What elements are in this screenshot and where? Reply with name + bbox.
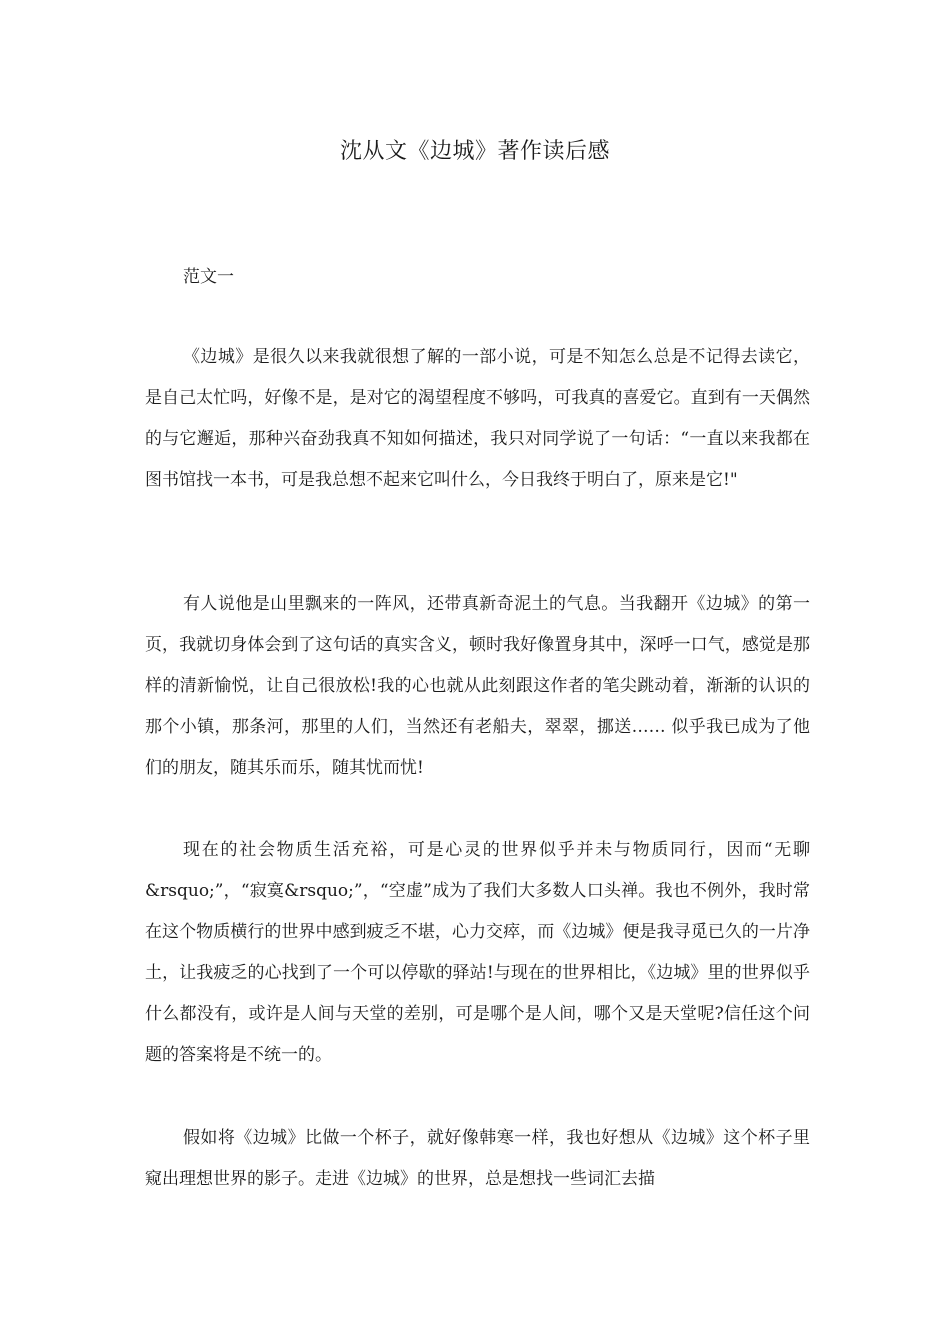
- document-title: 沈从文《边城》著作读后感: [339, 139, 610, 164]
- paragraph: 现在的社会物质生活充裕，可是心灵的世界似乎并未与物质同行，因而“无聊&rsquo;”，“寂寞&rsquo;”，“空虚”成为了我们大多数人口头禅。我也不例外，我时常在这个物质横行的世界中感到疲乏不堪，心力交瘁，而《边城》便是我寻觅已久的一片净土，让我疲乏的心找到了一个可以停歇的驿站!与现在的世界相比，《边城》里的世界似乎什么都没有，或许是人间与天堂的差别，可是哪个是人间，哪个又是天堂呢?信任这个问题的答案将是不统一的。: [145, 840, 810, 1065]
- paragraph: 有人说他是山里飘来的一阵风，还带真新奇泥土的气息。当我翻开《边城》的第一页，我就切身体会到了这句话的真实含义，顿时我好像置身其中，深呼一口气，感觉是那样的清新愉悦，让自己很放松!我的心也就从此刻跟这作者的笔尖跳动着，渐渐的认识的那个小镇，那条河，那里的人们，当然还有老船夫，翠翠，挪送…… 似乎我已成为了他们的朋友，随其乐而乐，随其忧而忧!: [145, 594, 810, 778]
- paragraph: 《边城》是很久以来我就很想了解的一部小说，可是不知怎么总是不记得去读它，是自己太忙吗，好像不是，是对它的渴望程度不够吗，可我真的喜爱它。直到有一天偶然的与它邂逅，那种兴奋劲我真不知如何描述，我只对同学说了一句话：“一直以来我都在图书馆找一本书，可是我总想不起来它叫什么，今日我终于明白了，原来是它!": [145, 347, 810, 490]
- section-label: 范文一: [183, 267, 234, 287]
- paragraph: 假如将《边城》比做一个杯子，就好像韩寒一样，我也好想从《边城》这个杯子里窥出理想世界的影子。走进《边城》的世界，总是想找一些词汇去描: [145, 1128, 810, 1189]
